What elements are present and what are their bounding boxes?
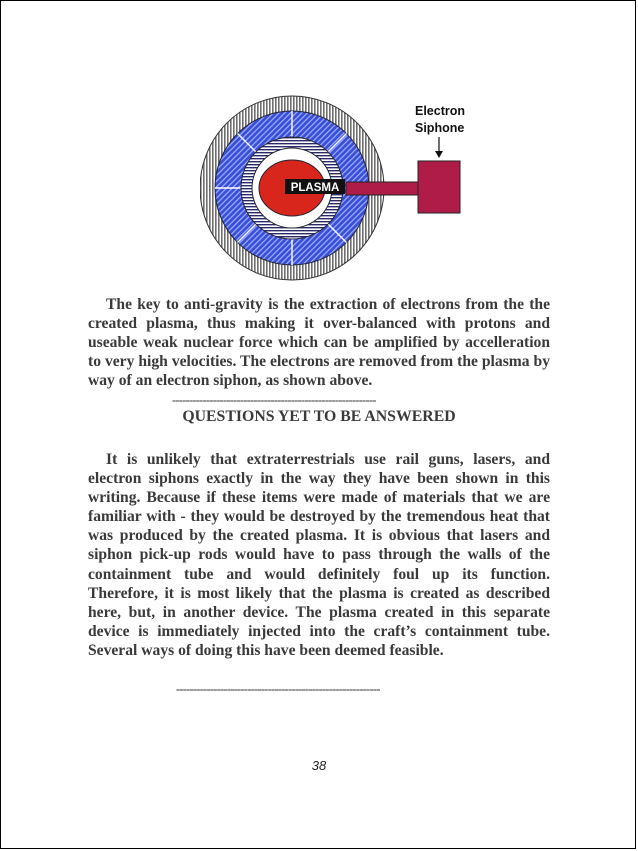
siphon-box [418, 161, 460, 213]
paragraph-2-block [88, 450, 550, 660]
paragraph-1: The key to anti-gravity is the extraction of electrons from the the created plasma, thus making it over-balanced with protons and useable weak nuclear force which can be amplified by accelleration to very high velocities. The electrons are removed from the plasma by way of an electron siphon, as shown above. [88, 296, 550, 390]
siphon-label-line2: Siphone [415, 121, 465, 135]
section-heading: QUESTIONS YET TO BE ANSWERED [182, 408, 456, 425]
divider-2: ------------------------------------------------------------ [176, 682, 380, 696]
divider-1: ------------------------------------------------------------ [172, 393, 376, 407]
paragraph-1-block [88, 295, 550, 390]
plasma-label: PLASMA [290, 182, 340, 194]
paragraph-2: It is unlikely that extraterrestrials use rail guns, lasers, and electron siphons exactly in the way they have been shown in this writing. Because if these items were made of materials that we are familiar with - they would be destroyed by the tremendous heat that was produced by the created plasma. It is obvious that lasers and siphon pick-up rods would have to pass through the walls of the containment tube and would definitely foul up its function. Therefore, it is most likely that the plasma is created as described here, but, in another device. The plasma created in this separate device is immediately injected into the craft’s containment tube. Several ways of doing this have been deemed feasible. [88, 451, 550, 659]
arrow-down-icon [435, 151, 443, 158]
siphon-rod [346, 182, 418, 195]
page-number: 38 [311, 758, 327, 773]
siphon-label-line1: Electron [415, 104, 466, 118]
plasma-diagram [200, 95, 480, 290]
plasma-diagram-svg [200, 95, 480, 290]
